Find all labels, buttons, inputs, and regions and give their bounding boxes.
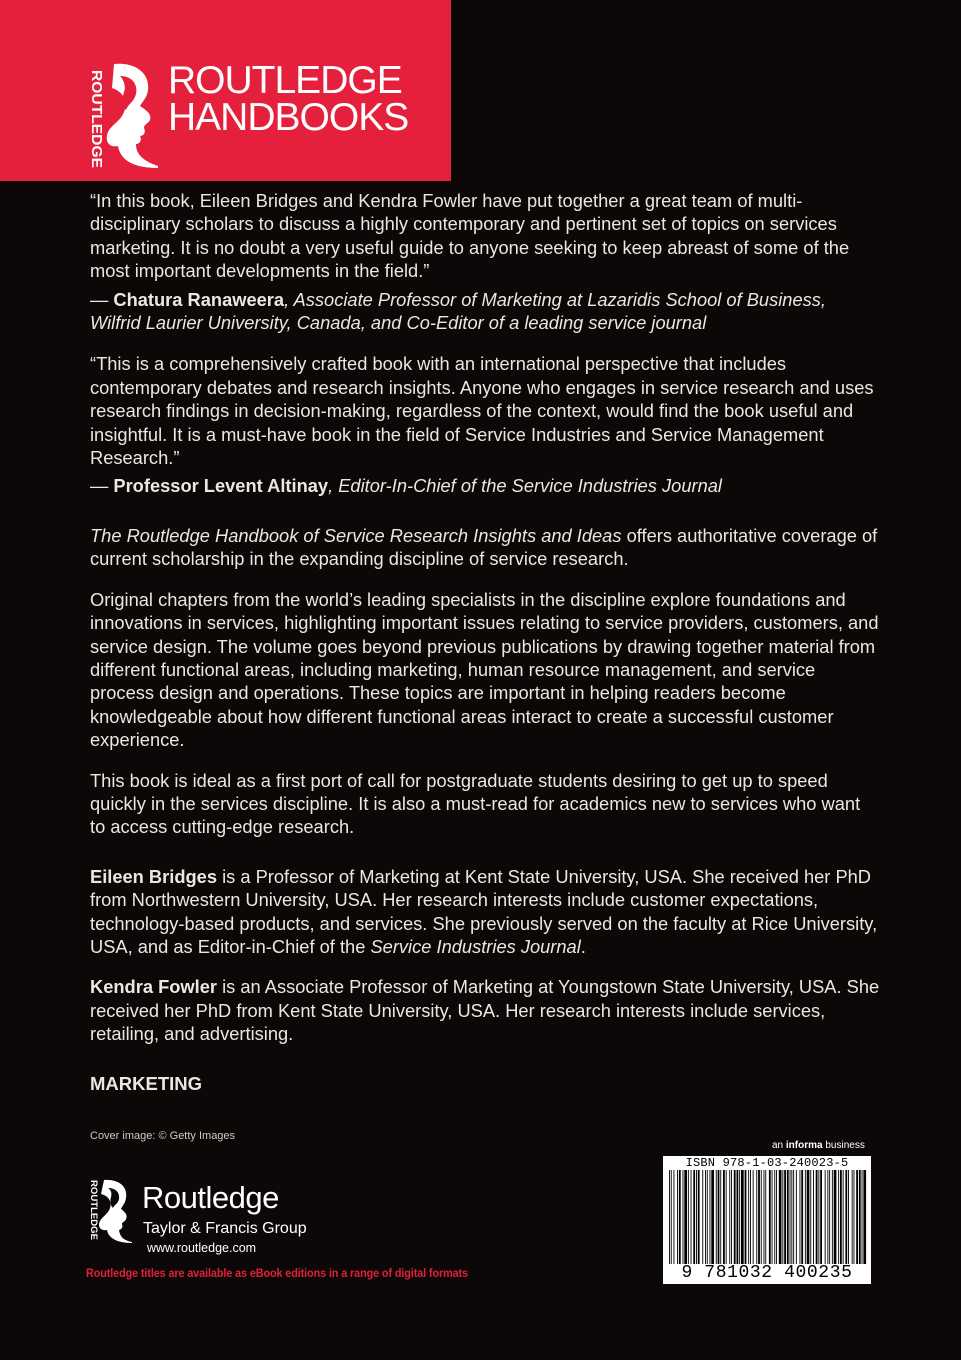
informa-bold: informa (785, 1140, 823, 1151)
subject-category: MARKETING (90, 1072, 203, 1094)
endorser-name: Professor Levent Altinay (113, 475, 329, 497)
barcode-bar (840, 1170, 842, 1266)
endorsement-quote: “This is a comprehensively crafted book with an international perspective that includes contemporary debates and research insights. Anyone who engages in service research and uses research findings in decision-making, regardless of the context, would find the book useful and insightful. It is a must-have book in the field of Service Industries and Service Management Research.” (90, 353, 874, 469)
endorsement-attribution (90, 288, 880, 335)
barcode-bar (818, 1170, 819, 1266)
series-title (168, 59, 409, 139)
back-cover-text (90, 189, 880, 1095)
book-title: The Routledge Handbook of Service Research Insights and Ideas (90, 524, 622, 546)
author-bio (90, 975, 880, 1045)
barcode-bar (758, 1170, 760, 1266)
barcode-bar (711, 1170, 714, 1266)
journal-title: Service Industries Journal (370, 935, 581, 957)
barcode-bar (710, 1170, 711, 1266)
author-bio (90, 865, 880, 959)
barcode-bar (848, 1170, 849, 1266)
barcode-bar (816, 1170, 818, 1266)
barcode-bar (741, 1170, 744, 1266)
barcode-bar (832, 1170, 833, 1266)
description-intro (90, 524, 880, 571)
endorser-name: Chatura Ranaweera (113, 288, 285, 310)
barcode-bar (790, 1170, 791, 1266)
barcode-bar (829, 1170, 830, 1266)
barcode-bar (718, 1170, 720, 1266)
barcode-bar (683, 1170, 684, 1266)
barcode-bar (791, 1170, 792, 1266)
description-paragraph: Original chapters from the world’s leading specialists in the discipline explore foundations and innovations in services, highlighting important issues relating to service providers, customers, and service design. The volume goes beyond previous publications by drawing together material from different functional areas, including marketing, human resource management, and service process design and operations. These topics are important in helping readers become knowledgeable about how different functional areas interact to create a successful customer experience. (90, 588, 879, 751)
barcode-bar (726, 1170, 727, 1266)
barcode-bar (782, 1170, 783, 1266)
series-title-line1: ROUTLEDGE (168, 59, 402, 102)
barcode-bar (774, 1170, 775, 1266)
series-title-line2: HANDBOOKS (168, 96, 409, 139)
barcode-bar (800, 1170, 801, 1266)
barcode-bar (674, 1170, 675, 1266)
routledge-profile-logo-icon (100, 62, 164, 170)
routledge-small-vertical-text: ROUTLEDGE (89, 1180, 99, 1237)
barcode-bar (765, 1170, 766, 1266)
endorsement-attribution (90, 474, 880, 497)
description-intro-rest: offers authoritative coverage of current scholarship in the expanding discipline of service research. (90, 524, 878, 570)
barcode-bar (859, 1170, 861, 1266)
barcode-bar (838, 1170, 839, 1266)
barcode-bar (769, 1170, 771, 1266)
barcode-bar (723, 1170, 725, 1266)
barcode-bar (761, 1170, 762, 1266)
barcode-bars (667, 1170, 867, 1266)
barcode-bar (677, 1170, 678, 1266)
barcode-bar (671, 1170, 672, 1266)
barcode-bar (750, 1170, 751, 1266)
barcode-bar (737, 1170, 739, 1266)
barcode-bar (862, 1170, 863, 1266)
isbn-barcode (663, 1156, 871, 1284)
barcode-bar (820, 1170, 822, 1266)
barcode-bar (845, 1170, 847, 1266)
barcode-bar (834, 1170, 837, 1266)
barcode-bar (779, 1170, 782, 1266)
publisher-url: www.routledge.com (147, 1241, 257, 1255)
isbn-label: ISBN 978-1-03-240023-5 (685, 1156, 849, 1170)
barcode-bar (863, 1170, 866, 1266)
barcode-bar (852, 1170, 853, 1266)
barcode-bar (729, 1170, 730, 1266)
barcode-bar (843, 1170, 844, 1266)
barcode-bar (796, 1170, 797, 1266)
barcode-bar (731, 1170, 732, 1266)
barcode-bar (807, 1170, 810, 1266)
barcode-bar (739, 1170, 740, 1266)
barcode-bar (679, 1170, 681, 1266)
series-banner (0, 0, 451, 181)
barcode-bar (691, 1170, 692, 1266)
barcode-bar (854, 1170, 855, 1266)
barcode-bar (856, 1170, 858, 1266)
author-name: Eileen Bridges (90, 865, 217, 887)
barcode-bar (805, 1170, 806, 1266)
barcode-bar (825, 1170, 826, 1266)
informa-suffix: business (822, 1140, 865, 1151)
barcode-bar (734, 1170, 736, 1266)
barcode-bar (748, 1170, 749, 1266)
description-paragraph: This book is ideal as a first port of call for postgraduate students desiring to get up to speed quickly in the services discipline. It is also a must-read for academics new to services who want to access cutting-edge research. (90, 769, 861, 838)
barcode-bar (696, 1170, 697, 1266)
barcode-bar (693, 1170, 695, 1266)
barcode-bar (801, 1170, 803, 1266)
barcode-bar (787, 1170, 789, 1266)
endorser-affiliation: , Associate Professor of Marketing at Lazaridis School of Business, Wilfrid Laurier University, Canada, and Co-Editor of a leading service journal (90, 288, 826, 334)
barcode-bar (745, 1170, 747, 1266)
barcode-bar (669, 1170, 670, 1266)
author-bio-text: is a Professor of Marketing at Kent State University, USA. She received her PhD from Northwestern University, USA. Her research interests include customer expectations, technology-based products, and services. She previously served on the faculty at Rice University, USA, and as Editor-in-Chief of the (90, 865, 878, 957)
endorser-affiliation: , Editor-In-Chief of the Service Industries Journal (328, 475, 722, 497)
barcode-bar (764, 1170, 765, 1266)
barcode-bar (707, 1170, 708, 1266)
informa-prefix: an (772, 1140, 786, 1151)
barcode-bar (784, 1170, 786, 1266)
author-name: Kendra Fowler (90, 976, 217, 998)
publisher-group: Taylor & Francis Group (143, 1220, 307, 1237)
author-bio-text: is an Associate Professor of Marketing at Youngstown State University, USA. She received her PhD from Kent State University, USA. Her research interests include services, retailing, and advertising. (90, 976, 880, 1045)
informa-business-label (772, 1140, 865, 1151)
barcode-bar (720, 1170, 721, 1266)
barcode-bar (702, 1170, 703, 1266)
barcode-bar (756, 1170, 757, 1266)
attribution-dash: — (90, 288, 114, 310)
barcode-bar (698, 1170, 700, 1266)
author-bio-end: . (580, 935, 586, 957)
barcode-bar (684, 1170, 687, 1266)
barcode-bar (753, 1170, 754, 1266)
routledge-publisher-logo-icon (88, 1178, 136, 1244)
cover-image-credit: Cover image: © Getty Images (90, 1130, 236, 1142)
barcode-bar (688, 1170, 689, 1266)
ebook-availability-note: Routledge titles are available as eBook editions in a range of digital formats (86, 1268, 468, 1280)
barcode-bar (827, 1170, 828, 1266)
endorsement-quote: “In this book, Eileen Bridges and Kendra Fowler have put together a great team of multi-disciplinary scholars to discuss a highly contemporary and pertinent set of topics on services marketing. It is no doubt a very useful guide to anyone seeking to keep abreast of some of the most important developments in the field.” (90, 190, 850, 282)
barcode-bar (810, 1170, 811, 1266)
routledge-vertical-text: ROUTLEDGE (88, 70, 105, 165)
barcode-bar (813, 1170, 814, 1266)
barcode-bar (716, 1170, 717, 1266)
attribution-dash: — (90, 475, 114, 497)
publisher-name: Routledge (142, 1180, 279, 1215)
barcode-bar (793, 1170, 794, 1266)
barcode-bar (772, 1170, 773, 1266)
barcode-bar (705, 1170, 706, 1266)
isbn-digits: 9 781032 400235 (663, 1264, 871, 1283)
barcode-bar (776, 1170, 777, 1266)
